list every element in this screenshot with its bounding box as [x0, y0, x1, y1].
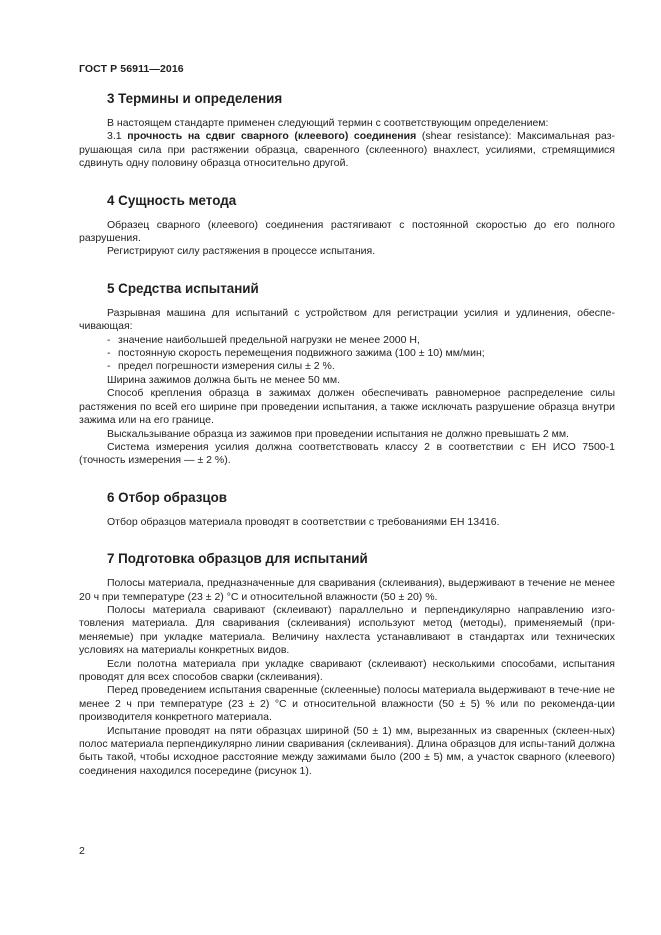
section-title: 5 Средства испытаний: [107, 280, 259, 296]
paragraph: Разрывная машина для испытаний с устройством для регистрации усилия и удлинения, обеспе-чивающая:: [79, 306, 615, 333]
list-item: - значение наибольшей предельной нагрузки не менее 2000 Н,: [107, 333, 420, 346]
section-title: 7 Подготовка образцов для испытаний: [107, 551, 368, 567]
paragraph: Регистрируют силу растяжения в процессе испытания.: [107, 245, 376, 258]
section-sampling: [79, 490, 615, 529]
paragraph: Полосы материала, предназначенные для сваривания (склеивания), выдерживают в течение не менее 20 ч при температуре (23 ± 2) °С и относительной влажности (50 ± 20) %.: [79, 577, 615, 603]
paragraph: Испытание проводят на пяти образцах шириной (50 ± 1) мм, вырезанных из сваренных (склеен-ных) полос материала перпендикулярно линии сваривания (склеивания). Длина образцов для испы-таний должна быть такой, чтобы исходное расстояние между зажимами было (200 ± 5) мм, а участок сварного (клеевого) соединения находился посередине (рисунок 1).: [79, 724, 615, 777]
paragraph: В настоящем стандарте применен следующий термин с соответствующим определением:: [107, 117, 549, 129]
paragraph: Образец сварного (клеевого) соединения растягивают с постоянной скоростью до его полного разрушения.: [79, 218, 615, 245]
section-title: 4 Сущность метода: [107, 192, 237, 208]
paragraph: Выскальзывание образца из зажимов при проведении испытания не должно превышать 2 мм.: [107, 427, 569, 440]
document-code: ГОСТ Р 56911—2016: [79, 63, 184, 75]
paragraph: Способ крепления образца в зажимах должен обеспечивать равномерное распределение силы растяжения по всей его ширине при проведении испытания, а также исключать разрушение образца внутри зажима или на его границе.: [79, 387, 615, 427]
paragraph: Ширина зажимов должна быть не менее 50 мм.: [107, 373, 341, 386]
section-preparation: [79, 551, 615, 778]
page-number: 2: [79, 845, 85, 857]
term-text: (shear resistance): Максимальная раз-рушающая сила при растяжении образца, сваренного (склеенного) внахлест, усилиями, стремящимися сдвинуть одну половину образца относительно другой.: [79, 130, 616, 170]
paragraph: Система измерения усилия должна соответствовать классу 2 в соответствии с ЕН ИСО 7500-1 (точность измерения — ± 2 %).: [79, 440, 615, 467]
dash-list: [79, 334, 615, 374]
paragraph: Перед проведением испытания сваренные (склеенные) полосы материала выдерживают в тече-ние не менее 2 ч при температуре (23 ± 2) °С и относительной влажности (50 ± 5) % или по рекоменда-ции производителя конкретного материала.: [79, 684, 615, 724]
term-number: 3.1: [107, 130, 128, 143]
section-terms: [79, 91, 615, 171]
section-equipment: [79, 281, 615, 468]
paragraph: Отбор образцов материала проводят в соответствии с требованиями ЕН 13416.: [107, 515, 500, 528]
section-title: 6 Отбор образцов: [107, 489, 228, 505]
document-body: [79, 91, 615, 778]
term-definition: [79, 130, 615, 170]
section-method: [79, 193, 615, 259]
list-item: - предел погрешности измерения силы ± 2 %.: [107, 360, 335, 373]
paragraph: Полосы материала сваривают (склеивают) параллельно и перпендикулярно направлению изго-товления материала. Для сваривания (склеивания) используют метод (методы), применяемый (при-меняемые) при укладке материала. Величину нахлеста устанавливают в стандартах или технических условиях на материалы конкретных видов.: [79, 603, 615, 657]
section-title: 3 Термины и определения: [107, 91, 283, 106]
paragraph: Если полотна материала при укладке сваривают (склеивают) несколькими способами, испытания проводят для всех способов сварки (склеивания).: [79, 657, 615, 683]
term-name: прочность на сдвиг сварного (клеевого) соединения: [127, 130, 417, 143]
list-item: - постоянную скорость перемещения подвижного зажима (100 ± 10) мм/мин;: [107, 347, 485, 360]
